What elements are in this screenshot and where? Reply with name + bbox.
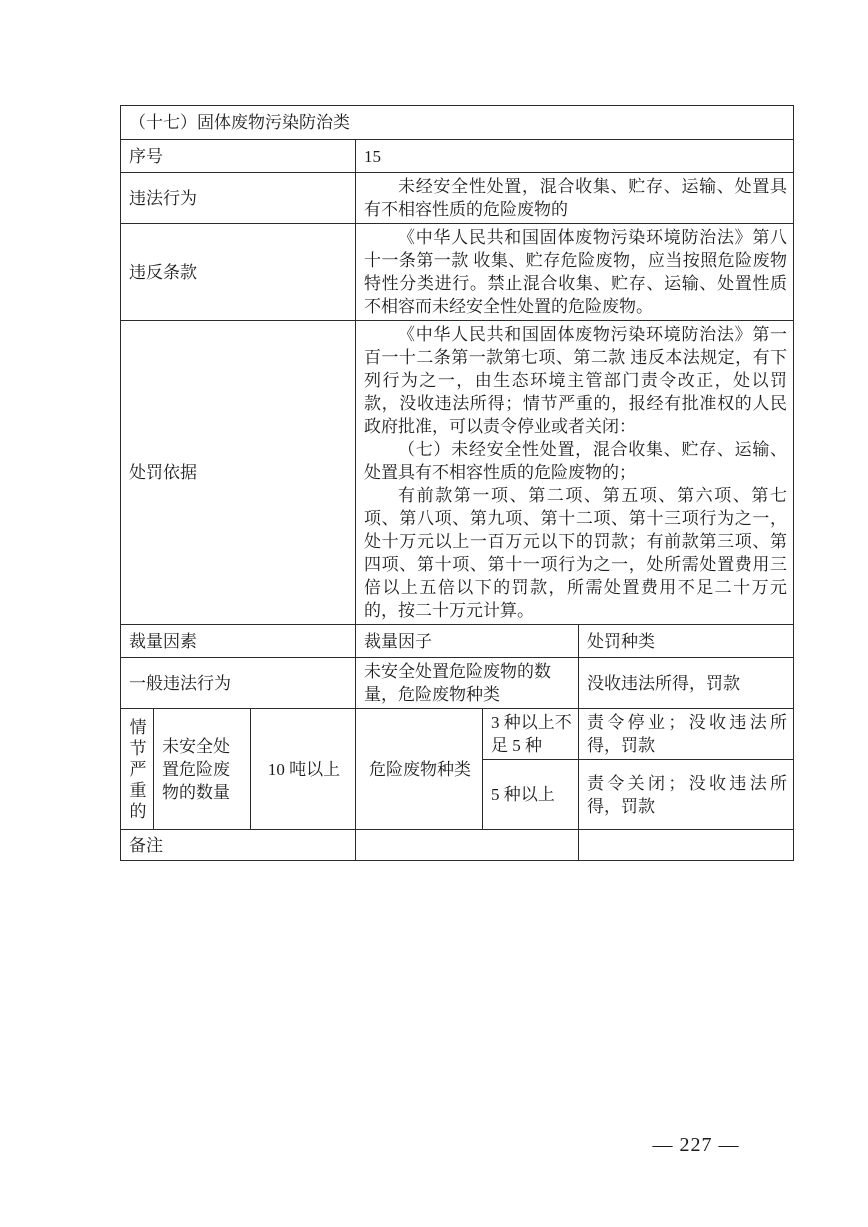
- discretion-header-row: [121, 625, 794, 658]
- penalty-basis-paragraph-2: （七）未经安全性处置，混合收集、贮存、运输、处置具有不相容性质的危险废物的；: [364, 440, 788, 482]
- general-case-label: 一般违法行为: [121, 658, 356, 709]
- severe-label-char: 节: [129, 738, 147, 758]
- illegal-act-label: 违法行为: [121, 173, 356, 224]
- penalty-basis-paragraph-1: 《中华人民共和国固体废物污染环境防治法》第一百一十二条第一款第七项、第二款 违反本法规定，有下列行为之一，由生态环境主管部门责令改正，处以罚款，没收违法所得；情节严重的，报经有批准权的人民政府批准，可以责令停业或者关闭：: [364, 325, 788, 436]
- remark-factor-cell-empty: [356, 830, 579, 861]
- section-title-row: [121, 106, 794, 140]
- remark-penalty-cell-empty: [579, 830, 794, 861]
- severe-label-char: 的: [129, 801, 147, 821]
- illegal-act-cell: [356, 173, 794, 224]
- regulation-table: [120, 105, 794, 861]
- severe-penalty-1: 责令停业；没收违法所得，罚款: [579, 709, 794, 760]
- severe-condition-2: 5 种以上: [483, 760, 579, 830]
- penalty-basis-paragraph-3: 有前款第一项、第二项、第五项、第六项、第七项、第八项、第九项、第十二项、第十三项行为之一，处十万元以上一百万元以下的罚款；有前款第三项、第四项、第十项、第十一项行为之一，处所需处置费用三倍以上五倍以下的罚款，所需处置费用不足二十万元的，按二十万元计算。: [364, 486, 788, 620]
- severe-label-char: 重: [129, 780, 147, 800]
- serial-value: 15: [356, 140, 794, 173]
- violated-clause-text: 《中华人民共和国固体废物污染环境防治法》第八十一条第一款 收集、贮存危险废物，应当按照危险废物特性分类进行。禁止混合收集、贮存、运输、处置性质不相容而未经安全性处置的危险废物。: [364, 228, 788, 316]
- page-number: — 227 —: [652, 1134, 740, 1156]
- penalty-type-header: 处罚种类: [579, 625, 794, 658]
- severe-label-char: 情: [129, 717, 147, 737]
- severe-label-char: 严: [129, 759, 147, 779]
- general-case-factor: 未安全处置危险废物的数量，危险废物种类: [356, 658, 579, 709]
- discretion-subfactor-header: 裁量因子: [356, 625, 579, 658]
- severe-case-row-1: [121, 709, 794, 760]
- illegal-act-row: [121, 173, 794, 224]
- illegal-act-text: 未经安全性处置，混合收集、贮存、运输、处置具有不相容性质的危险废物的: [364, 177, 788, 219]
- discretion-factor-header: 裁量因素: [121, 625, 356, 658]
- general-case-penalty: 没收违法所得，罚款: [579, 658, 794, 709]
- severe-case-label: [121, 709, 154, 830]
- penalty-basis-cell: [356, 321, 794, 625]
- severe-condition-1: 3 种以上不足 5 种: [483, 709, 579, 760]
- general-case-row: [121, 658, 794, 709]
- remark-row: [121, 830, 794, 861]
- serial-label: 序号: [121, 140, 356, 173]
- severe-type-factor: 危险废物种类: [356, 709, 483, 830]
- severe-penalty-2: 责令关闭；没收违法所得，罚款: [579, 760, 794, 830]
- section-title: （十七）固体废物污染防治类: [121, 106, 794, 140]
- violated-clause-cell: [356, 224, 794, 321]
- violated-clause-row: [121, 224, 794, 321]
- violated-clause-label: 违反条款: [121, 224, 356, 321]
- severe-quantity-factor: 未安全处置危险废物的数量: [154, 709, 251, 830]
- penalty-basis-row: [121, 321, 794, 625]
- remark-label: 备注: [121, 830, 356, 861]
- serial-row: [121, 140, 794, 173]
- severe-quantity-threshold: 10 吨以上: [251, 709, 356, 830]
- penalty-basis-label: 处罚依据: [121, 321, 356, 625]
